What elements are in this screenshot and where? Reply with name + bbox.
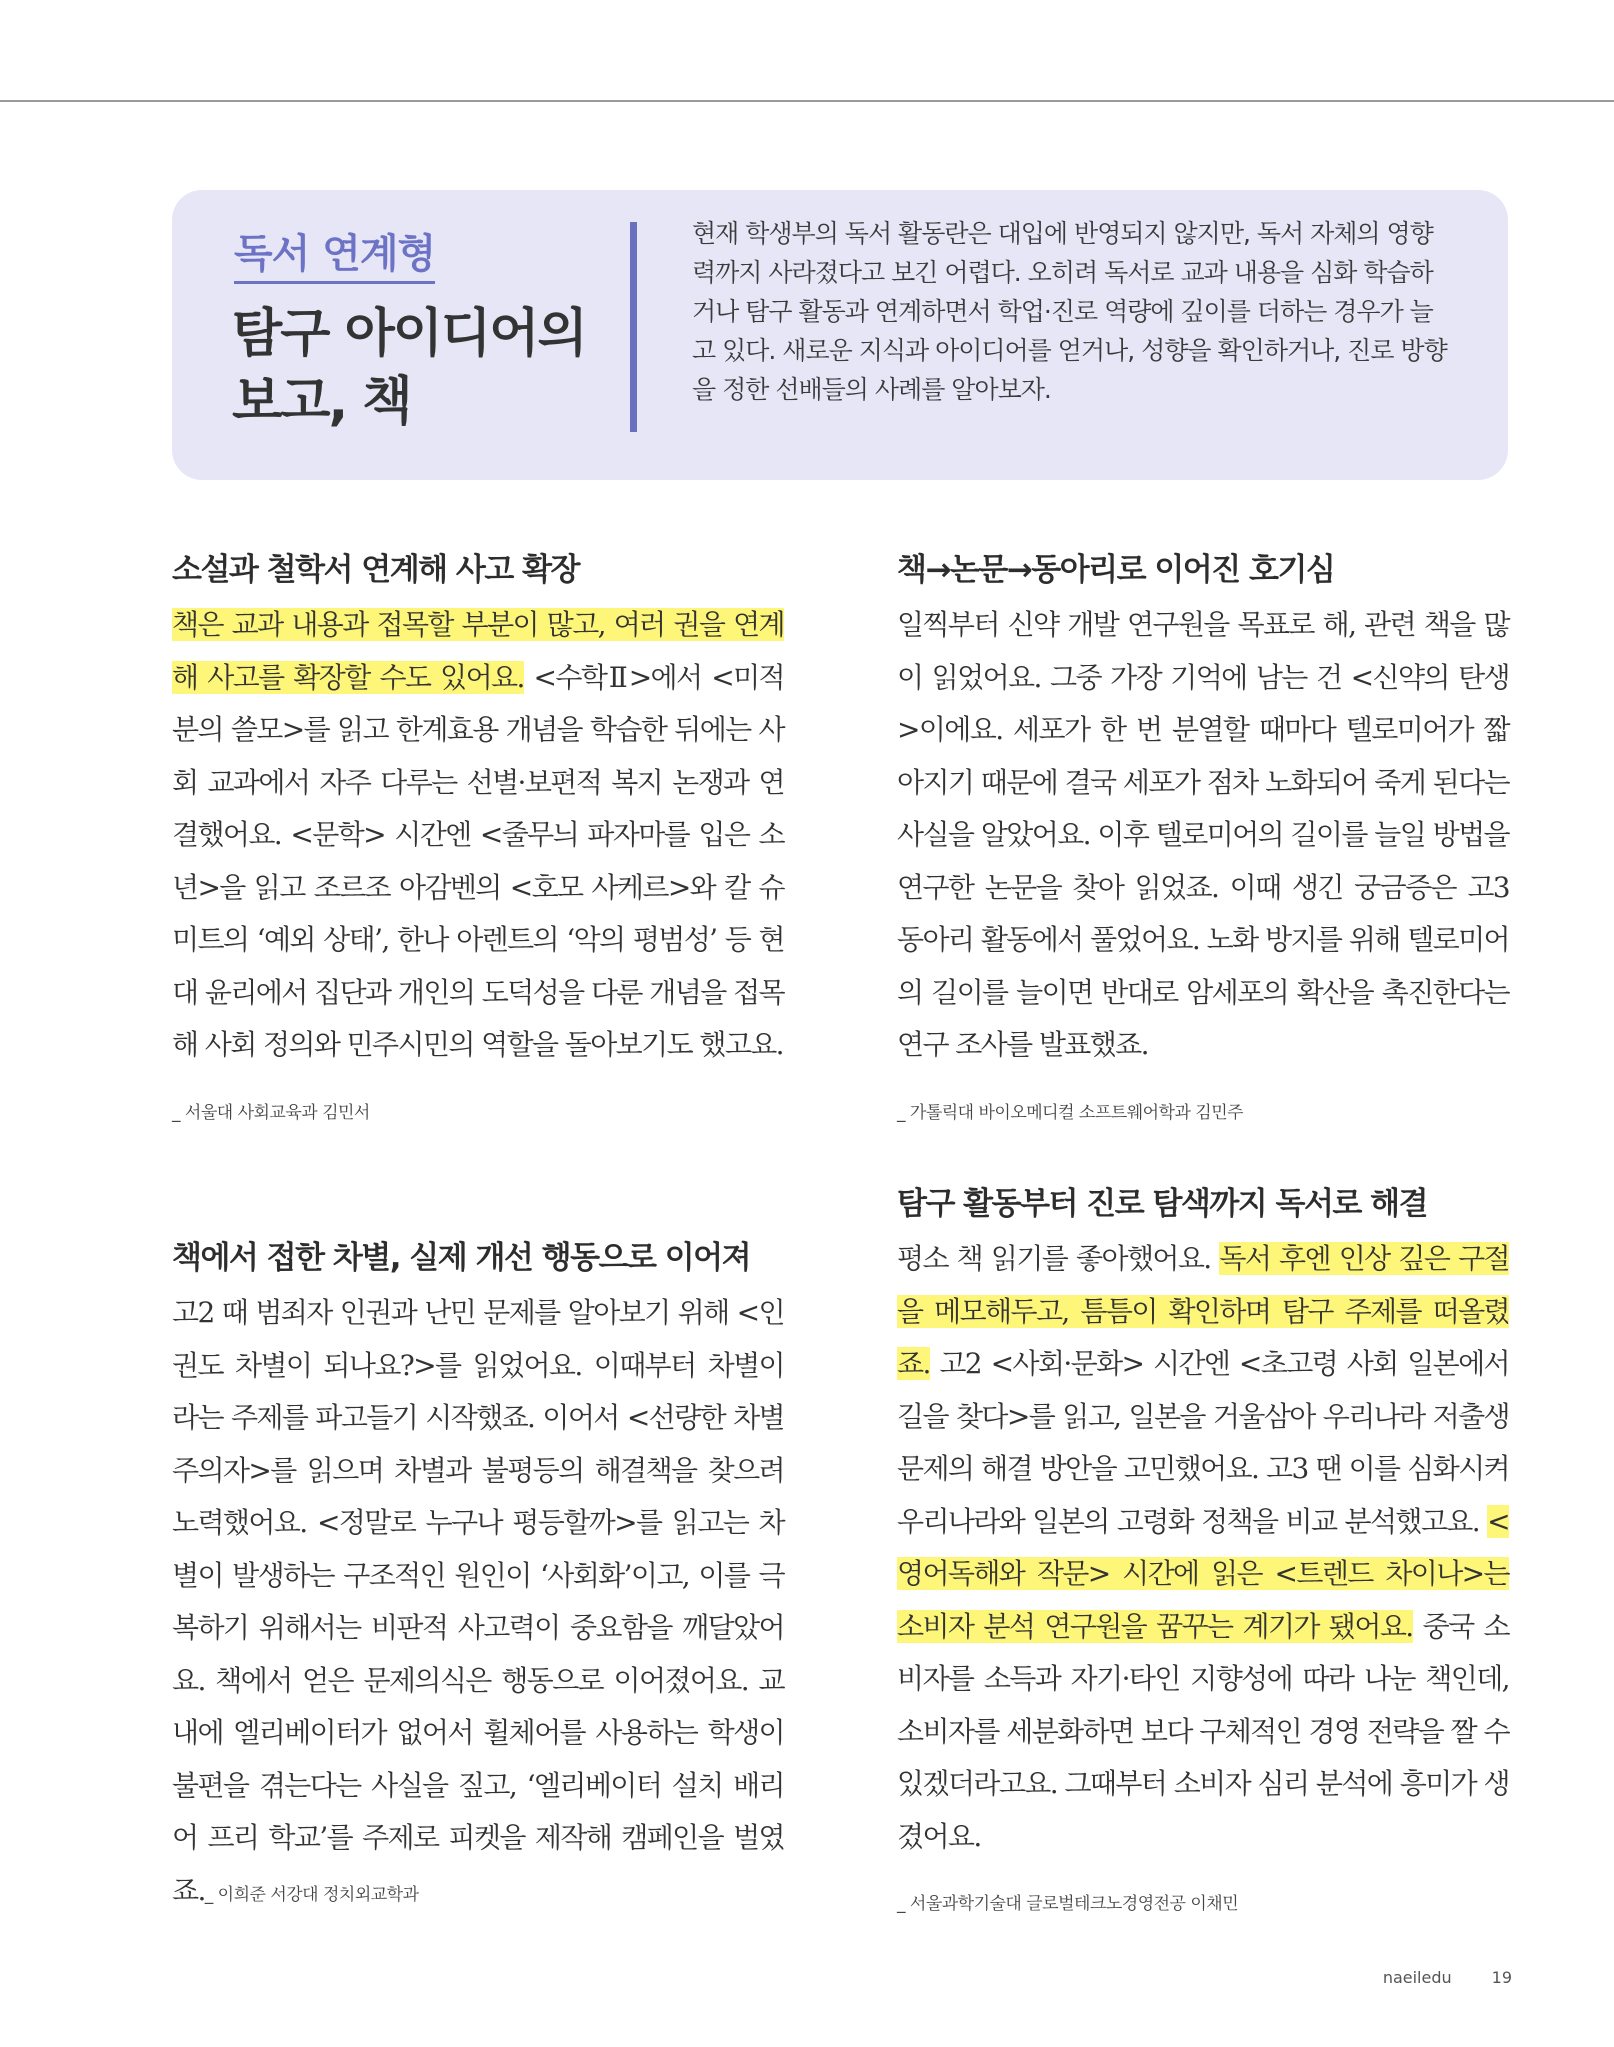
story-4-text1: 평소 책 읽기를 좋아했어요. bbox=[897, 1242, 1220, 1275]
top-rule bbox=[0, 100, 1614, 102]
section-kicker: 독서 연계형 bbox=[234, 222, 435, 284]
story-1-text: <수학Ⅱ>에서 <미적분의 쓸모>를 읽고 한계효용 개념을 학습한 뒤에는 사회 교과에서 자주 다루는 선별·보편적 복지 논쟁과 연결했어요. <문학> 시간엔 <줄무늬 파자마를 입은 소년>을 읽고 조르조 아감벤의 <호모 사케르>와 칼 슈미트의 ‘예외 상태’, 한나 아렌트의 ‘악의 평범성’ 등 현대 윤리에서 집단과 개인의 도덕성을 다룬 개념을 접목해 사회 정의와 민주시민의 역할을 돌아보기도 했고요. bbox=[172, 660, 784, 1061]
page-title bbox=[232, 300, 632, 436]
story-4-heading: 탐구 활동부터 진로 탐색까지 독서로 해결 bbox=[897, 1186, 1428, 1222]
story-2-credit: _ 이희준 서강대 정치외교학과 bbox=[204, 1884, 419, 1905]
story-4-text2: 고2 <사회·문화> 시간엔 <초고령 사회 일본에서 길을 찾다>를 읽고, 일본을 거울삼아 우리나라 저출생 문제의 해결 방안을 고민했어요. 고3 땐 이를 심화시켜 우리나라와 일본의 고령화 정책을 비교 분석했고요. bbox=[897, 1347, 1509, 1538]
story-4-credit: _ 서울과학기술대 글로벌테크노경영전공 이채민 bbox=[897, 1894, 1239, 1914]
story-1-highlight: 책은 교과 내용과 접목할 부분이 많고, 여러 권을 연계해 사고를 확장할 수도 있어요. bbox=[172, 608, 784, 694]
story-4-highlight1: 독서 후엔 인상 깊은 구절을 메모해두고, 틈틈이 확인하며 탐구 주제를 떠올렸죠. bbox=[897, 1242, 1509, 1380]
story-1 bbox=[172, 547, 784, 1123]
story-1-body bbox=[172, 599, 784, 1072]
story-2-heading: 책에서 접한 차별, 실제 개선 행동으로 이어져 bbox=[172, 1240, 751, 1276]
header-box bbox=[172, 190, 1508, 480]
story-3-credit: _ 가톨릭대 바이오메디컬 소프트웨어학과 김민주 bbox=[897, 1102, 1244, 1123]
story-4-body bbox=[897, 1233, 1509, 1863]
story-1-credit: _ 서울대 사회교육과 김민서 bbox=[172, 1102, 370, 1123]
page-footer bbox=[1383, 1968, 1512, 1987]
story-4 bbox=[897, 1181, 1509, 1914]
page-title-line2: 보고, 책 bbox=[232, 372, 411, 432]
story-2-body bbox=[172, 1287, 784, 1921]
page-number: 19 bbox=[1491, 1968, 1512, 1987]
footer-brand: naeiledu bbox=[1382, 1968, 1452, 1987]
story-3-body: 일찍부터 신약 개발 연구원을 목표로 해, 관련 책을 많이 읽었어요. 그중 가장 기억에 남는 건 <신약의 탄생>이에요. 세포가 한 번 분열할 때마다 텔로미어가 짧아지기 때문에 결국 세포가 점차 노화되어 죽게 된다는 사실을 알았어요. 이후 텔로미어의 길이를 늘일 방법을 연구한 논문을 찾아 읽었죠. 이때 생긴 궁금증은 고3 동아리 활동에서 풀었어요. 노화 방지를 위해 텔로미어의 길이를 늘이면 반대로 암세포의 확산을 촉진한다는 연구 조사를 발표했죠. bbox=[897, 608, 1509, 1061]
page-title-line1: 탐구 아이디어의 bbox=[232, 304, 586, 364]
intro-text: 현재 학생부의 독서 활동란은 대입에 반영되지 않지만, 독서 자체의 영향력까지 사라졌다고 보긴 어렵다. 오히려 독서로 교과 내용을 심화 학습하거나 탐구 활동과 연계하면서 학업·진로 역량에 깊이를 더하는 경우가 늘고 있다. 새로운 지식과 아이디어를 얻거나, 성향을 확인하거나, 진로 방향을 정한 선배들의 사례를 알아보자. bbox=[692, 219, 1447, 404]
story-3-heading: 책→논문→동아리로 이어진 호기심 bbox=[897, 552, 1335, 588]
story-2-text: 고2 때 범죄자 인권과 난민 문제를 알아보기 위해 <인권도 차별이 되나요?>를 읽었어요. 이때부터 차별이라는 주제를 파고들기 시작했죠. 이어서 <선량한 차별주의자>를 읽으며 차별과 불평등의 해결책을 찾으려 노력했어요. <정말로 누구나 평등할까>를 읽고는 차별이 발생하는 구조적인 원인이 ‘사회화’이고, 이를 극복하기 위해서는 비판적 사고력이 중요함을 깨달았어요. 책에서 얻은 문제의식은 행동으로 이어졌어요. 교내에 엘리베이터가 없어서 휠체어를 사용하는 학생이 불편을 겪는다는 사실을 짚고, ‘엘리베이터 설치 배리어 프리 학교’를 주제로 피켓을 제작해 캠페인을 벌였죠. bbox=[172, 1296, 784, 1907]
story-4-text3: 중국 소비자를 소득과 자기·타인 지향성에 따라 나눈 책인데, 소비자를 세분화하면 보다 구체적인 경영 전략을 짤 수 있겠더라고요. 그때부터 소비자 심리 분석에 흥미가 생겼어요. bbox=[897, 1609, 1510, 1853]
story-1-heading: 소설과 철학서 연계해 사고 확장 bbox=[172, 552, 579, 588]
story-2 bbox=[172, 1235, 784, 1921]
story-4-highlight2: <영어독해와 작문> 시간에 읽은 <트렌드 차이나>는 소비자 분석 연구원을 꿈꾸는 계기가 됐어요. bbox=[897, 1504, 1509, 1643]
story-3 bbox=[897, 547, 1509, 1123]
header-divider bbox=[630, 222, 637, 432]
